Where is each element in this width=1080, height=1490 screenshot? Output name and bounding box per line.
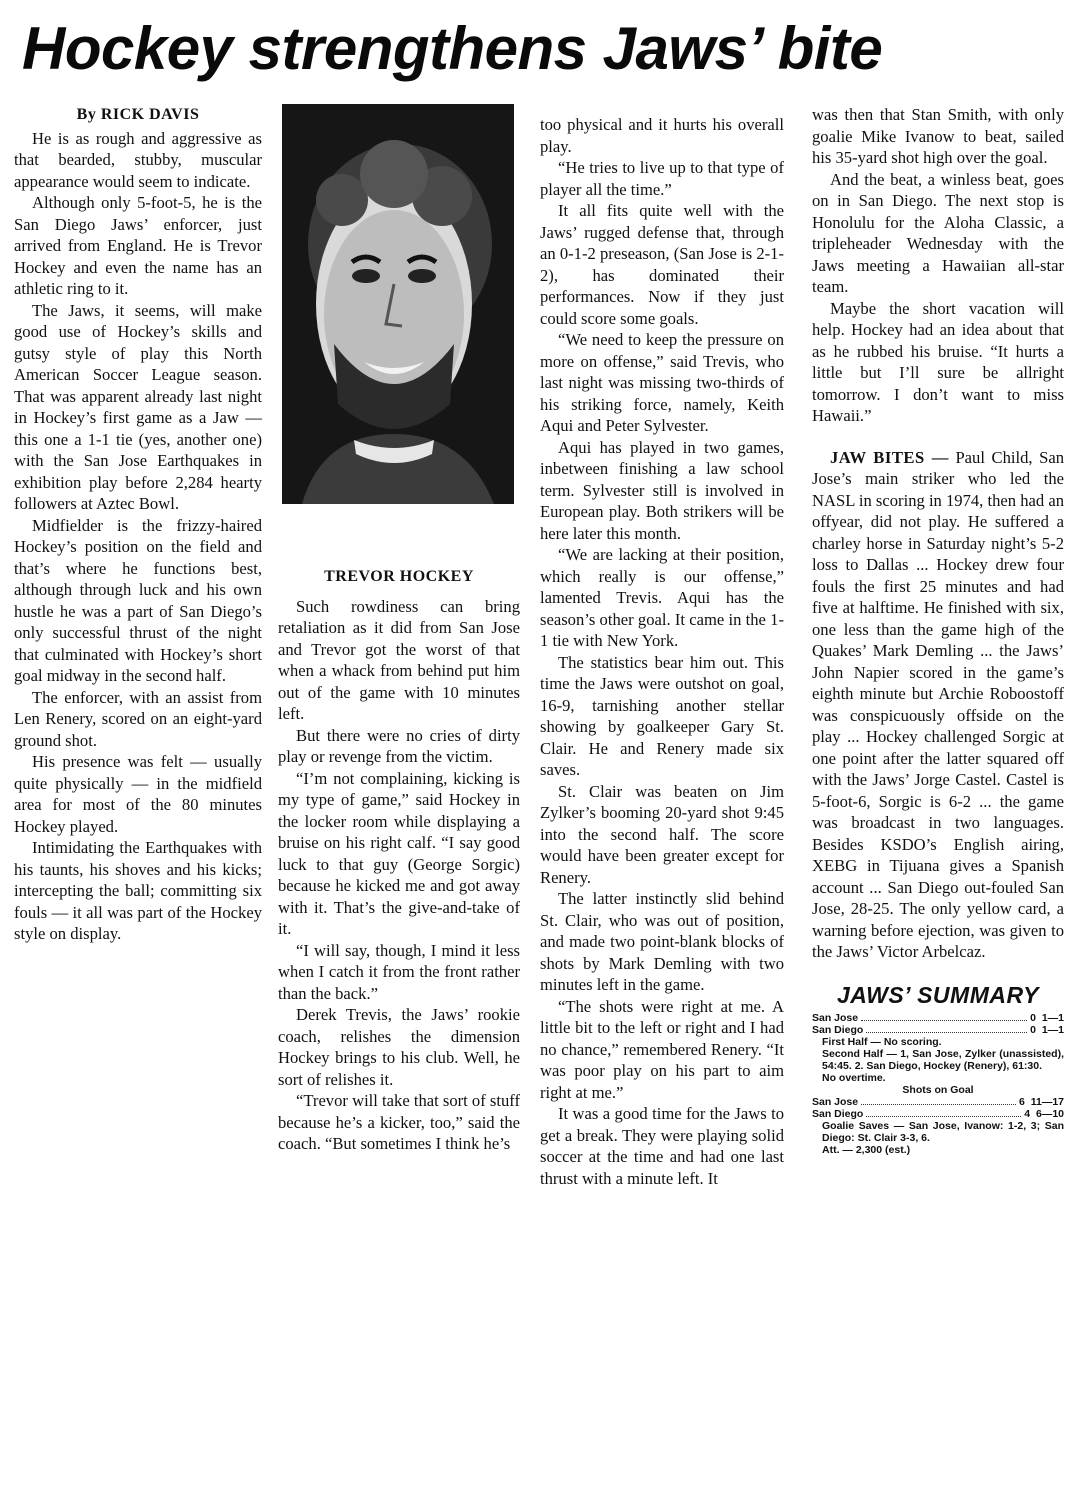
jaw-bites-text: Paul Child, San Jose’s main striker who led the NASL in scoring in 1974, then had an offyear, did not play. He suffered a charley horse in Saturday night’s 5-2 loss to Dallas ... Hockey drew four fouls the first 25 minutes and had five at halftime. He finished with six, one less than the game high of the Quakes’ Mark Demling ... the Jaws’ John Napier scored in the game’s eighth minute but Archie Roboostoff was conspicuously offside on the play ... Hockey challenged Sorgic at one point after the latter squared off with the Jaws’ Jorge Castel. Castel is 5-foot-6, Sorgic is 6-2 ... the game was broadcast in two languages. Besides KSDO’s English airing, XEBG in Tijuana gives a Spanish account ... San Diego out-fouled San Jose, 28-25. The only yellow card, a warning before ejection, was given to the Jaws’ Victor Arbelcaz.	[812, 447, 1064, 961]
shots-team: San Jose	[812, 1096, 859, 1108]
score-half1: 0	[1030, 1012, 1036, 1024]
shots-row: San Diego 4 6—10	[812, 1108, 1064, 1120]
paragraph: “I’m not complaining, kicking is my type of game,” said Hockey in the locker room while displaying a bruise on his right calf. “I say good luck to that guy (George Sorgic) because he kicked me and got away with it. That’s the give-and-take of it.	[278, 768, 520, 938]
shots-total: 10	[1052, 1108, 1064, 1120]
jaw-bites-paragraph	[812, 447, 1064, 963]
goalie-saves: Goalie Saves — San Jose, Ivanow: 1-2, 3; San Diego: St. Clair 3-3, 6.	[822, 1120, 1064, 1144]
paragraph: His presence was felt — usually quite physically — in the midfield area for most of the 80 minutes Hockey played.	[14, 752, 262, 836]
paragraph: The Jaws, it seems, will make good use of Hockey’s skills and gutsy style of play this North American Soccer League season. That was apparent already last night in Hockey’s first game as a Jaw — this one a 1-1 tie (yes, another one) with the San Jose Earthquakes in exhibition play before 2,284 hearty followers at Aztec Bowl.	[14, 300, 262, 513]
attendance: Att. — 2,300 (est.)	[822, 1144, 911, 1156]
paragraph: Aqui has played in two games, inbetween finishing a law school term. Sylvester still is involved in European play. Both strikers will be here later this month.	[540, 437, 784, 543]
shots-total: 17	[1052, 1096, 1064, 1108]
paragraph: was then that Stan Smith, with only goalie Mike Ivanow to beat, sailed his 35-yard shot high over the goal.	[812, 105, 1064, 167]
score-total: 1	[1058, 1024, 1064, 1036]
paragraph: The statistics bear him out. This time the Jaws were outshot on goal, 16-9, tarnishing another stellar showing by goalkeeper Gary St. Clair. He and Renery made six saves.	[540, 652, 784, 779]
byline: By RICK DAVIS	[76, 106, 200, 123]
paragraph: “We need to keep the pressure on more on offense,” said Trevis, who last night was missing two-thirds of his striking force, namely, Keith Aqui and Peter Sylvester.	[540, 330, 784, 435]
shots-heading: Shots on Goal	[902, 1084, 974, 1096]
shots-team: San Diego	[812, 1108, 864, 1120]
paragraph: “We are lacking at their position, which really is our offense,” lamented Trevis. Aqui has the season’s other goal. It came in the 1-1 tie with New York.	[540, 545, 784, 650]
shots-half1: 6	[1019, 1096, 1025, 1108]
article-column-2	[278, 104, 520, 1155]
paragraph: St. Clair was beaten on Jim Zylker’s booming 20-yard shot 9:45 into the second half. The score would have been greater except for Renery.	[540, 781, 784, 887]
score-team: San Jose	[812, 1012, 859, 1024]
paragraph: “Trevor will take that sort of stuff because he’s a kicker, too,” said the coach. “But sometimes I think he’s	[278, 1091, 520, 1153]
headline: Hockey strengthens Jaws’ bite	[22, 15, 883, 82]
paragraph: Although only 5-foot-5, he is the San Diego Jaws’ enforcer, just arrived from England. He is Trevor Hockey and even the name has an athletic ring to it.	[14, 193, 262, 298]
paragraph: “I will say, though, I mind it less when I catch it from the front rather than the back.”	[278, 940, 520, 1003]
paragraph: And the beat, a winless beat, goes on in San Diego. The next stop is Honolulu for the Aloha Classic, a tripleheader Wednesday with the Jaws meeting a Hawaiian all-star team.	[812, 169, 1064, 296]
paragraph: The enforcer, with an assist from Len Renery, scored on an eight-yard ground shot.	[14, 687, 262, 750]
second-half-note: Second Half — 1, San Jose, Zylker (unassisted), 54:45. 2. San Diego, Hockey (Renery), 61:30.	[822, 1048, 1064, 1072]
trevor-hockey-photo	[282, 104, 514, 504]
paragraph: It was a good time for the Jaws to get a break. They were playing solid soccer at the time and had one last thrust with a minute left. It	[540, 1104, 784, 1188]
summary-title: JAWS’ SUMMARY	[836, 981, 1040, 1008]
score-half1: 0	[1030, 1024, 1036, 1036]
paragraph: Intimidating the Earthquakes with his taunts, his shoves and his kicks; intercepting the ball; committing six fouls — it all was part of the Hockey style on display.	[14, 838, 262, 943]
paragraph: “The shots were right at me. A little bit to the left or right and I had no chance,” remembered Renery. “It was poor play on his part to aim right at me.”	[540, 996, 784, 1102]
paragraph: Midfielder is the frizzy-haired Hockey’s position on the field and that’s where he functions best, although through luck and his own hustle he was a part of San Diego’s only successful thrust of the night that culminated with Hockey’s short goal midway in the second half.	[14, 515, 262, 685]
paragraph: Such rowdiness can bring retaliation as it did from San Jose and Trevor got the worst of that when a whack from behind put him out of the game with 10 minutes left.	[278, 596, 520, 723]
portrait-illustration	[282, 104, 514, 504]
jaw-bites-lead: JAW BITES —	[830, 447, 949, 467]
shots-half2: 6	[1035, 1108, 1042, 1120]
paragraph: too physical and it hurts his overall play.	[540, 115, 784, 156]
shots-half1: 4	[1024, 1108, 1031, 1120]
score-total: 1	[1058, 1012, 1064, 1024]
box-score	[812, 1012, 1064, 1156]
article-column-1	[14, 104, 262, 945]
paragraph: He is as rough and aggressive as that bearded, stubby, muscular appearance would seem to indicate.	[14, 128, 262, 191]
overtime-note: No overtime.	[822, 1072, 886, 1084]
paragraph: But there were no cries of dirty play or revenge from the victim.	[278, 725, 520, 766]
article-column-3	[540, 114, 784, 1189]
first-half-note: First Half — No scoring.	[822, 1036, 942, 1048]
shots-row: San Jose 6 11—17	[812, 1096, 1064, 1108]
score-row: San Diego 0 1—1	[812, 1024, 1064, 1036]
score-team: San Diego	[812, 1024, 864, 1036]
score-row: San Jose 0 1—1	[812, 1012, 1064, 1024]
paragraph: It all fits quite well with the Jaws’ rugged defense that, through an 0-1-2 preseason, (San Jose is 2-1-2), has dominated their performances. Now if they just could score some goals.	[540, 201, 784, 328]
article-column-4	[812, 104, 1064, 1156]
photo-caption: TREVOR HOCKEY	[324, 568, 474, 585]
paragraph: Derek Trevis, the Jaws’ rookie coach, relishes the dimension Hockey brings to his club. Well, he sort of relishes it.	[278, 1005, 520, 1089]
paragraph: The latter instinctly slid behind St. Clair, who was out of position, and made two point-blank blocks of shots by Mark Demling with two minutes left in the game.	[540, 889, 784, 994]
score-half2: 1	[1041, 1012, 1048, 1024]
score-half2: 1	[1041, 1024, 1048, 1036]
paragraph: Maybe the short vacation will help. Hockey had an idea about that as he rubbed his bruise. “It hurts a little but I’ll sure be allright tomorrow. I don’t want to miss Hawaii.”	[812, 298, 1064, 425]
paragraph: “He tries to live up to that type of player all the time.”	[540, 158, 784, 199]
shots-half2: 11	[1030, 1096, 1042, 1108]
